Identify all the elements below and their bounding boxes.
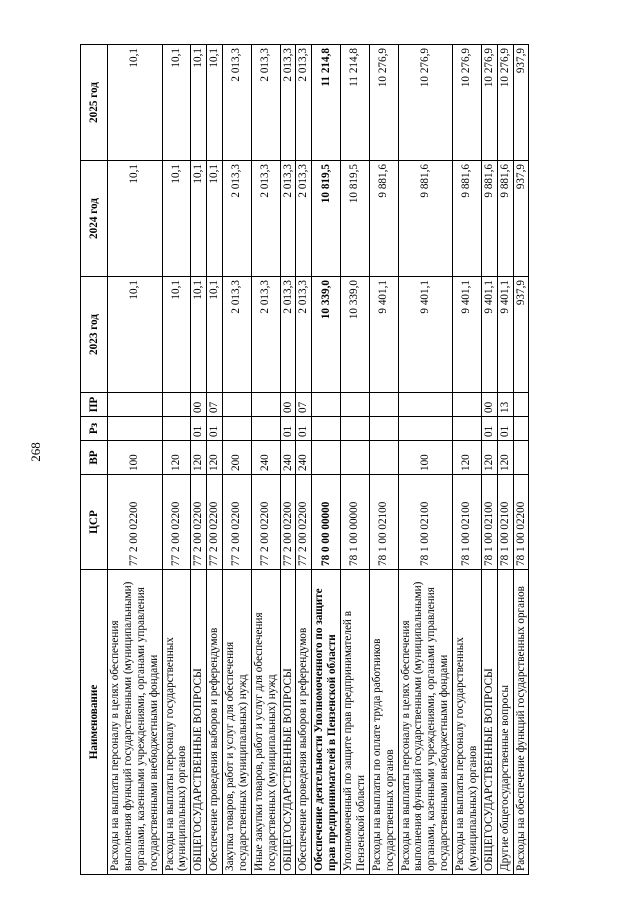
- cell-name: Расходы на выплаты персоналу в целях обеспечения выполнения функций государственными (муниципальными) органами, казенными учреждениями, органами управления государственными внебюджетными фондами: [398, 570, 453, 875]
- cell-2025: 10,1: [162, 45, 191, 161]
- cell-2023: 9 401,1: [453, 277, 482, 393]
- cell-2023: 10,1: [162, 277, 191, 393]
- cell-rz: [341, 417, 370, 441]
- cell-2024: 10 819,5: [312, 161, 341, 277]
- cell-vr: 120: [191, 441, 207, 475]
- cell-pr: [108, 393, 163, 417]
- cell-vr: 120: [481, 441, 497, 475]
- cell-rz: [223, 417, 252, 441]
- cell-name: ОБЩЕГОСУДАРСТВЕННЫЕ ВОПРОСЫ: [481, 570, 497, 875]
- cell-pr: [312, 393, 341, 417]
- cell-rz: 01: [191, 417, 207, 441]
- cell-2023: 10,1: [108, 277, 163, 393]
- cell-name: Обеспечение проведения выборов и референдумов: [296, 570, 312, 875]
- cell-name: Расходы на выплаты персоналу государственных (муниципальных) органов: [162, 570, 191, 875]
- cell-vr: [513, 441, 529, 475]
- cell-csr: 78 0 00 00000: [312, 475, 341, 570]
- table-row: [513, 45, 529, 875]
- header-pr: ПР: [81, 393, 108, 417]
- cell-2025: 10,1: [108, 45, 163, 161]
- cell-name: Расходы на обеспечение функций государственных органов: [513, 570, 529, 875]
- cell-name: ОБЩЕГОСУДАРСТВЕННЫЕ ВОПРОСЫ: [191, 570, 207, 875]
- page-number: 268: [28, 442, 43, 462]
- cell-2024: 9 881,6: [453, 161, 482, 277]
- cell-vr: 120: [497, 441, 513, 475]
- cell-csr: 77 2 00 02200: [191, 475, 207, 570]
- cell-2023: 2 013,3: [296, 277, 312, 393]
- cell-pr: 13: [497, 393, 513, 417]
- cell-name: Расходы на выплаты персоналу в целях обеспечения выполнения функций государственными (муниципальными) органами, казенными учреждениями, органами управления государственными внебюджетными фондами: [108, 570, 163, 875]
- header-vr: ВР: [81, 441, 108, 475]
- cell-rz: 01: [280, 417, 296, 441]
- cell-name: Расходы на выплаты персоналу государственных (муниципальных) органов: [453, 570, 482, 875]
- cell-2024: 9 881,6: [398, 161, 453, 277]
- table-row: [312, 45, 341, 875]
- cell-2024: 10,1: [162, 161, 191, 277]
- cell-vr: 120: [162, 441, 191, 475]
- cell-2024: 2 013,3: [296, 161, 312, 277]
- table-row: [191, 45, 207, 875]
- cell-name: Иные закупки товаров, работ и услуг для обеспечения государственных (муниципальных) нужд: [251, 570, 280, 875]
- header-2023: 2023 год: [81, 277, 108, 393]
- cell-name: ОБЩЕГОСУДАРСТВЕННЫЕ ВОПРОСЫ: [280, 570, 296, 875]
- cell-csr: 78 1 00 02200: [513, 475, 529, 570]
- budget-table: [80, 44, 529, 875]
- cell-2025: 10,1: [207, 45, 223, 161]
- cell-2023: 9 401,1: [398, 277, 453, 393]
- cell-name: Обеспечение деятельности Уполномоченного по защите прав предпринимателей в Пензенской области: [312, 570, 341, 875]
- header-csr: ЦСР: [81, 475, 108, 570]
- cell-csr: 78 1 00 02100: [497, 475, 513, 570]
- cell-name: Обеспечение проведения выборов и референдумов: [207, 570, 223, 875]
- cell-rz: [369, 417, 398, 441]
- header-name: Наименование: [81, 570, 108, 875]
- cell-pr: [162, 393, 191, 417]
- cell-csr: 78 1 00 00000: [341, 475, 370, 570]
- header-2025: 2025 год: [81, 45, 108, 161]
- cell-2025: 2 013,3: [251, 45, 280, 161]
- cell-csr: 77 2 00 02200: [296, 475, 312, 570]
- table-row: [453, 45, 482, 875]
- cell-2023: 2 013,3: [280, 277, 296, 393]
- table-row: [481, 45, 497, 875]
- cell-2025: 10 276,9: [369, 45, 398, 161]
- cell-name: Уполномоченный по защите прав предпринимателей в Пензенской области: [341, 570, 370, 875]
- table-row: [369, 45, 398, 875]
- cell-vr: 120: [207, 441, 223, 475]
- cell-2023: 9 401,1: [497, 277, 513, 393]
- cell-2025: 10 276,9: [497, 45, 513, 161]
- cell-vr: 100: [108, 441, 163, 475]
- cell-2024: 10 819,5: [341, 161, 370, 277]
- cell-pr: [369, 393, 398, 417]
- cell-vr: [341, 441, 370, 475]
- cell-pr: 07: [296, 393, 312, 417]
- cell-2024: 10,1: [191, 161, 207, 277]
- cell-vr: 200: [223, 441, 252, 475]
- cell-csr: 77 2 00 02200: [251, 475, 280, 570]
- cell-csr: 78 1 00 02100: [481, 475, 497, 570]
- cell-2025: 10 276,9: [481, 45, 497, 161]
- cell-rz: [162, 417, 191, 441]
- cell-name: Закупка товаров, работ и услуг для обеспечения государственных (муниципальных) нужд: [223, 570, 252, 875]
- cell-vr: [369, 441, 398, 475]
- cell-2025: 10 276,9: [398, 45, 453, 161]
- cell-name: Расходы на выплаты по оплате труда работников государственных органов: [369, 570, 398, 875]
- cell-pr: [341, 393, 370, 417]
- rotated-table-container: [80, 45, 550, 875]
- table-header-row: [81, 45, 108, 875]
- cell-csr: 77 2 00 02200: [223, 475, 252, 570]
- table-row: [108, 45, 163, 875]
- table-row: [341, 45, 370, 875]
- cell-2024: 10,1: [207, 161, 223, 277]
- cell-pr: [398, 393, 453, 417]
- cell-rz: [108, 417, 163, 441]
- cell-vr: 240: [280, 441, 296, 475]
- cell-2023: 9 401,1: [369, 277, 398, 393]
- cell-rz: [453, 417, 482, 441]
- cell-2023: 10,1: [191, 277, 207, 393]
- cell-rz: [251, 417, 280, 441]
- table-row: [296, 45, 312, 875]
- cell-2025: 11 214,8: [312, 45, 341, 161]
- cell-rz: [513, 417, 529, 441]
- header-rz: Рз: [81, 417, 108, 441]
- table-row: [251, 45, 280, 875]
- cell-csr: 77 2 00 02200: [108, 475, 163, 570]
- cell-vr: 240: [296, 441, 312, 475]
- cell-rz: 01: [481, 417, 497, 441]
- cell-2024: 9 881,6: [481, 161, 497, 277]
- cell-csr: 77 2 00 02200: [162, 475, 191, 570]
- header-2024: 2024 год: [81, 161, 108, 277]
- table-row: [280, 45, 296, 875]
- cell-rz: 01: [207, 417, 223, 441]
- cell-pr: [223, 393, 252, 417]
- cell-2025: 2 013,3: [296, 45, 312, 161]
- cell-2023: 10,1: [207, 277, 223, 393]
- cell-2023: 10 339,0: [341, 277, 370, 393]
- cell-2023: 9 401,1: [481, 277, 497, 393]
- cell-2024: 9 881,6: [497, 161, 513, 277]
- cell-csr: 77 2 00 02200: [207, 475, 223, 570]
- cell-vr: 100: [398, 441, 453, 475]
- table-row: [207, 45, 223, 875]
- cell-2025: 937,9: [513, 45, 529, 161]
- cell-2023: 10 339,0: [312, 277, 341, 393]
- table-row: [497, 45, 513, 875]
- cell-2023: 2 013,3: [251, 277, 280, 393]
- cell-name: Другие общегосударственные вопросы: [497, 570, 513, 875]
- cell-2024: 9 881,6: [369, 161, 398, 277]
- cell-2023: 937,9: [513, 277, 529, 393]
- cell-vr: [312, 441, 341, 475]
- cell-pr: 00: [191, 393, 207, 417]
- table-row: [223, 45, 252, 875]
- cell-csr: 78 1 00 02100: [453, 475, 482, 570]
- cell-pr: 07: [207, 393, 223, 417]
- cell-csr: 77 2 00 02200: [280, 475, 296, 570]
- cell-rz: 01: [296, 417, 312, 441]
- table-row: [162, 45, 191, 875]
- cell-2025: 2 013,3: [223, 45, 252, 161]
- cell-csr: 78 1 00 02100: [369, 475, 398, 570]
- cell-2025: 10 276,9: [453, 45, 482, 161]
- cell-vr: 240: [251, 441, 280, 475]
- table-body: [108, 45, 529, 875]
- cell-2024: 10,1: [108, 161, 163, 277]
- cell-2024: 2 013,3: [251, 161, 280, 277]
- cell-csr: 78 1 00 02100: [398, 475, 453, 570]
- cell-2025: 11 214,8: [341, 45, 370, 161]
- cell-2025: 10,1: [191, 45, 207, 161]
- table-row: [398, 45, 453, 875]
- cell-2024: 2 013,3: [280, 161, 296, 277]
- cell-rz: 01: [497, 417, 513, 441]
- cell-2023: 2 013,3: [223, 277, 252, 393]
- cell-pr: [513, 393, 529, 417]
- cell-pr: 00: [481, 393, 497, 417]
- cell-2024: 2 013,3: [223, 161, 252, 277]
- cell-rz: [398, 417, 453, 441]
- cell-2025: 2 013,3: [280, 45, 296, 161]
- cell-pr: [453, 393, 482, 417]
- cell-2024: 937,9: [513, 161, 529, 277]
- cell-rz: [312, 417, 341, 441]
- cell-vr: 120: [453, 441, 482, 475]
- cell-pr: 00: [280, 393, 296, 417]
- cell-pr: [251, 393, 280, 417]
